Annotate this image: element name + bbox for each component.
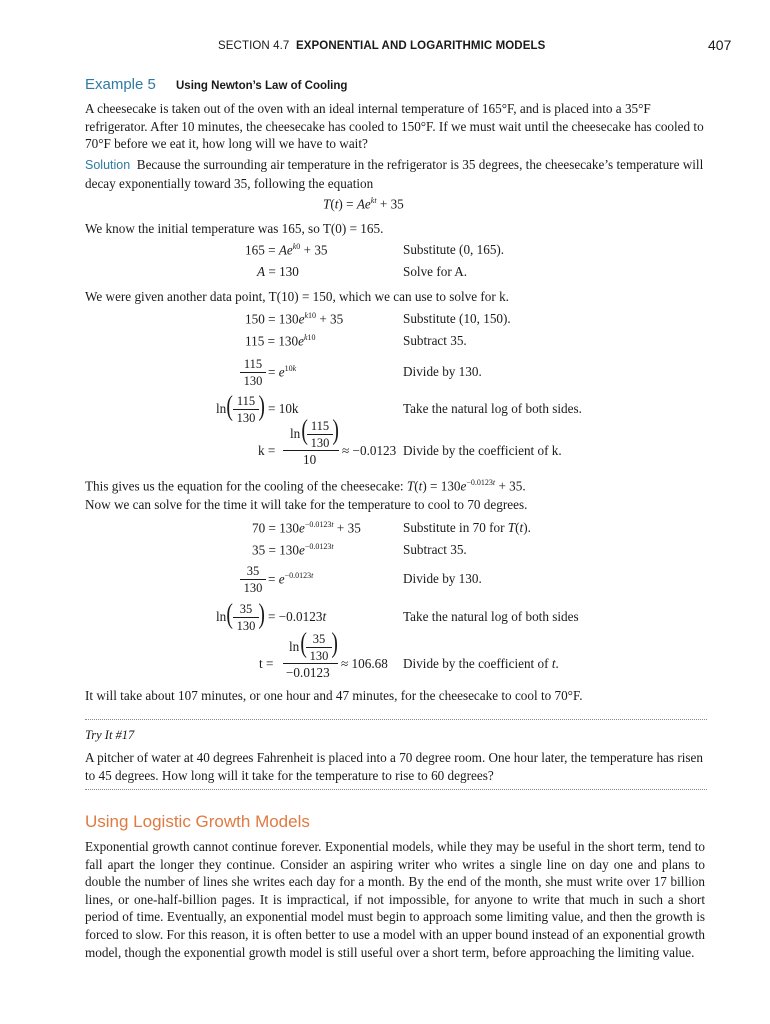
try-it-title: Try It #17 bbox=[85, 728, 135, 742]
conclusion: It will take about 107 minutes, or one hour and 47 minutes, for the cheesecake to cool to 70°F. bbox=[85, 688, 583, 703]
step1-note: Substitute (0, 165). bbox=[403, 242, 505, 257]
step7-inner-fraction: 115 130 bbox=[307, 419, 333, 450]
step12-denominator: −0.0123 bbox=[286, 665, 330, 680]
step5-note: Divide by 130. bbox=[403, 364, 482, 379]
step5-fraction: 115 130 bbox=[240, 357, 266, 388]
step9-equation: $35 = 130e^{-0.0123t}$ bbox=[252, 542, 334, 558]
step3-equation: $150 = 130e^{k10} + 35$ bbox=[245, 311, 344, 327]
second-point-text: We were given another data point, T(10) = 150, which we can use to solve for k. bbox=[85, 289, 509, 304]
initial-text: We know the initial temperature was 165, so T(0) = 165. bbox=[85, 221, 384, 236]
step7-lhs: k = bbox=[258, 443, 276, 458]
solution-paragraph bbox=[85, 156, 705, 192]
step12-left-paren: ( bbox=[300, 628, 307, 659]
step11-rhs: = −0.0123t bbox=[268, 609, 327, 624]
step6-ln: ln bbox=[216, 401, 227, 416]
step7-approx: ≈ −0.0123 bbox=[342, 443, 397, 458]
step8-note: Substitute in 70 for T(t). bbox=[403, 520, 531, 535]
step4-equation: $115 = 130e^{k10}$ bbox=[245, 333, 316, 349]
step11-fraction: 35 130 bbox=[233, 602, 259, 633]
section-title: EXPONENTIAL AND LOGARITHMIC MODELS bbox=[296, 40, 546, 52]
step9-note: Subtract 35. bbox=[403, 542, 467, 557]
step8-equation: $70 = 130e^{-0.0123t} + 35$ bbox=[252, 520, 361, 536]
step6-note: Take the natural log of both sides. bbox=[403, 401, 582, 416]
step12-ln: ln bbox=[289, 639, 300, 654]
step2-note: Solve for A. bbox=[403, 264, 468, 279]
step12-approx: ≈ 106.68 bbox=[341, 656, 388, 671]
step12-outer-bar bbox=[283, 663, 338, 664]
step7-right-paren: ) bbox=[332, 415, 339, 446]
now-text: Now we can solve for the time it will take for the temperature to cool to 70 degrees. bbox=[85, 497, 528, 512]
step11-right-paren: ) bbox=[258, 599, 265, 630]
step7-ln: ln bbox=[290, 426, 301, 441]
page-number: 407 bbox=[708, 37, 732, 53]
solution-label: Solution bbox=[85, 158, 131, 172]
step12-note: Divide by the coefficient of t. bbox=[403, 656, 559, 671]
step11-left-paren: ( bbox=[226, 599, 233, 630]
main-equation: $T(t) = Ae^{kt} + 35$ bbox=[323, 196, 404, 212]
step10-fraction: 35 130 bbox=[240, 564, 266, 595]
step10-note: Divide by 130. bbox=[403, 571, 482, 586]
step12-right-paren: ) bbox=[331, 628, 338, 659]
step7-denominator: 10 bbox=[303, 452, 317, 467]
try-it-text: A pitcher of water at 40 degrees Fahrenheit is placed into a 70 degree room. One hour later, the temperature has risen to 45 degrees. How long will it take for the temperature to rise to 60 degrees? bbox=[85, 750, 703, 783]
example-title: Using Newton’s Law of Cooling bbox=[176, 80, 348, 92]
section-heading: Using Logistic Growth Models bbox=[85, 812, 310, 831]
try-it-top-rule bbox=[85, 719, 707, 720]
step12-inner-fraction: 35 130 bbox=[306, 632, 332, 663]
step2-equation: A = 130 bbox=[257, 264, 299, 279]
step7-outer-bar bbox=[283, 450, 339, 451]
step5-rhs: = $e^{10k}$ bbox=[268, 364, 297, 380]
step6-fraction: 115 130 bbox=[233, 394, 259, 425]
step11-ln: ln bbox=[216, 609, 227, 624]
step3-note: Substitute (10, 150). bbox=[403, 311, 511, 326]
step4-note: Subtract 35. bbox=[403, 333, 467, 348]
example-problem: A cheesecake is taken out of the oven with an ideal internal temperature of 165°F, and is placed into a 35°F refrigerator. After 10 minutes, the cheesecake has cooled to 150°F. If we must wait until the cheesecake has cooled to 70°F before we eat it, how long will we have to wait? bbox=[85, 101, 704, 152]
solution-intro: Because the surrounding air temperature in the refrigerator is 35 degrees, the cheesecake’s temperature will decay exponentially toward 35, following the equation bbox=[85, 157, 704, 191]
section-label: SECTION 4.7 EXPONENTIAL AND LOGARITHMIC MODELS bbox=[218, 40, 546, 52]
step6-rhs: = 10k bbox=[268, 401, 299, 416]
cooling-equation-text: This gives us the equation for the cooling of the cheesecake: $T(t) = 130e^{-0.0123t} + 35$. bbox=[85, 478, 526, 494]
step12-lhs: t = bbox=[259, 656, 274, 671]
try-it-bottom-rule bbox=[85, 789, 707, 790]
logistic-body: Exponential growth cannot continue forever. Exponential models, while they may be useful in the short term, tend to fall apart the longer they continue. Consider an aspiring writer who writes a single line on day one and plans to double the number of lines she writes each day for a month. By the end of the month, she must write over 17 billion lines, or one-half-billion pages. It is impractical, if not impossible, for anyone to write that much in such a short period of time. Eventually, an exponential model must begin to approach some limiting value, and then the growth is forced to slow. For this reason, it is often better to use a model with an upper bound instead of an exponential growth model, though the exponential growth model is still useful over a short term, before approaching the limiting value. bbox=[85, 839, 705, 960]
step6-left-paren: ( bbox=[226, 391, 233, 422]
step6-right-paren: ) bbox=[258, 391, 265, 422]
step11-note: Take the natural log of both sides bbox=[403, 609, 579, 624]
step7-left-paren: ( bbox=[301, 415, 308, 446]
step10-rhs: = $e^{-0.0123t}$ bbox=[268, 571, 314, 587]
step1-equation: $165 = Ae^{k0} + 35$ bbox=[245, 242, 328, 258]
example-label: Example 5 bbox=[85, 76, 156, 93]
step7-note: Divide by the coefficient of k. bbox=[403, 443, 562, 458]
